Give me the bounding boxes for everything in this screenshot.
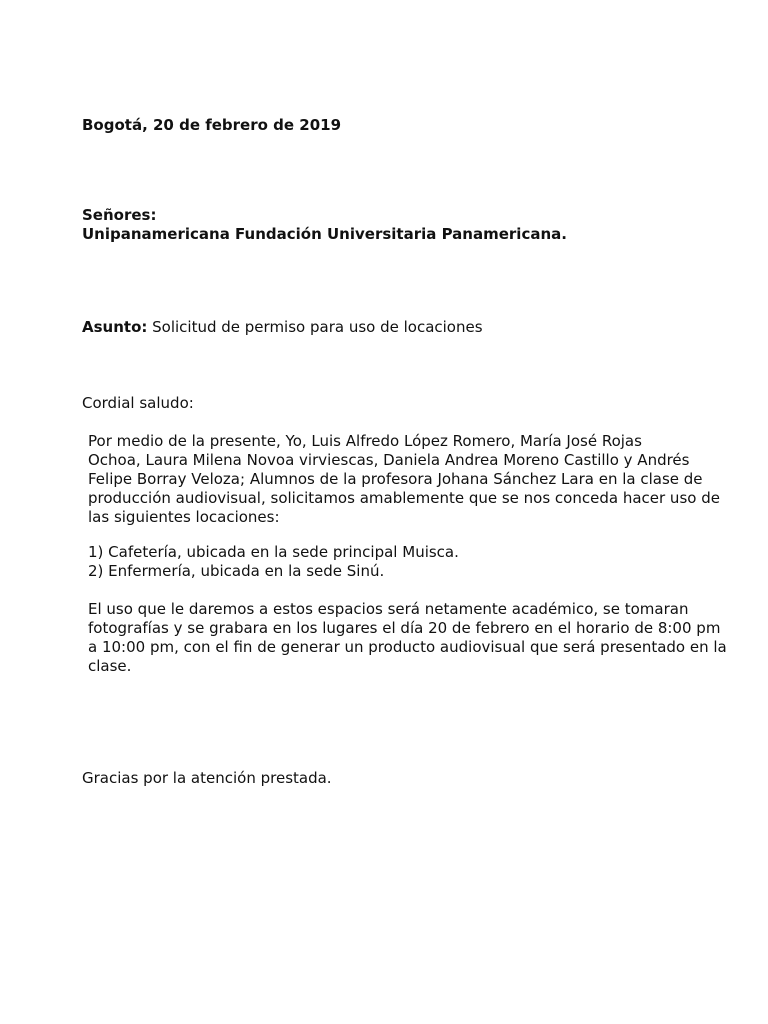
paragraph-line: producción audiovisual, solicitamos amablemente que se nos conceda hacer uso de xyxy=(88,489,720,507)
paragraph-line: a 10:00 pm, con el fin de generar un producto audiovisual que será presentado en la xyxy=(88,638,727,656)
recipient-title: Señores: xyxy=(82,206,157,224)
paragraph-line: Por medio de la presente, Yo, Luis Alfredo López Romero, María José Rojas xyxy=(88,432,642,450)
paragraph-request xyxy=(88,432,720,527)
locations-list xyxy=(88,543,688,581)
subject-text: Solicitud de permiso para uso de locaciones xyxy=(147,318,483,336)
recipient-name: Unipanamericana Fundación Universitaria Panamericana. xyxy=(82,225,567,243)
paragraph-usage xyxy=(88,600,727,676)
paragraph-line: clase. xyxy=(88,657,132,675)
list-item: 1) Cafetería, ubicada en la sede principal Muisca. xyxy=(88,543,459,561)
paragraph-line: fotografías y se grabara en los lugares el día 20 de febrero en el horario de 8:00 pm xyxy=(88,619,721,637)
paragraph-line: El uso que le daremos a estos espacios será netamente académico, se tomaran xyxy=(88,600,689,618)
list-item: 2) Enfermería, ubicada en la sede Sinú. xyxy=(88,562,385,580)
closing-line: Gracias por la atención prestada. xyxy=(82,769,332,787)
letter-date: Bogotá, 20 de febrero de 2019 xyxy=(82,116,342,134)
subject-label: Asunto: xyxy=(82,318,148,336)
greeting: Cordial saludo: xyxy=(82,394,194,412)
subject-line xyxy=(82,318,483,337)
paragraph-line: las siguientes locaciones: xyxy=(88,508,280,526)
paragraph-line: Felipe Borray Veloza; Alumnos de la profesora Johana Sánchez Lara en la clase de xyxy=(88,470,703,488)
paragraph-line: Ochoa, Laura Milena Novoa virviescas, Daniela Andrea Moreno Castillo y Andrés xyxy=(88,451,690,469)
